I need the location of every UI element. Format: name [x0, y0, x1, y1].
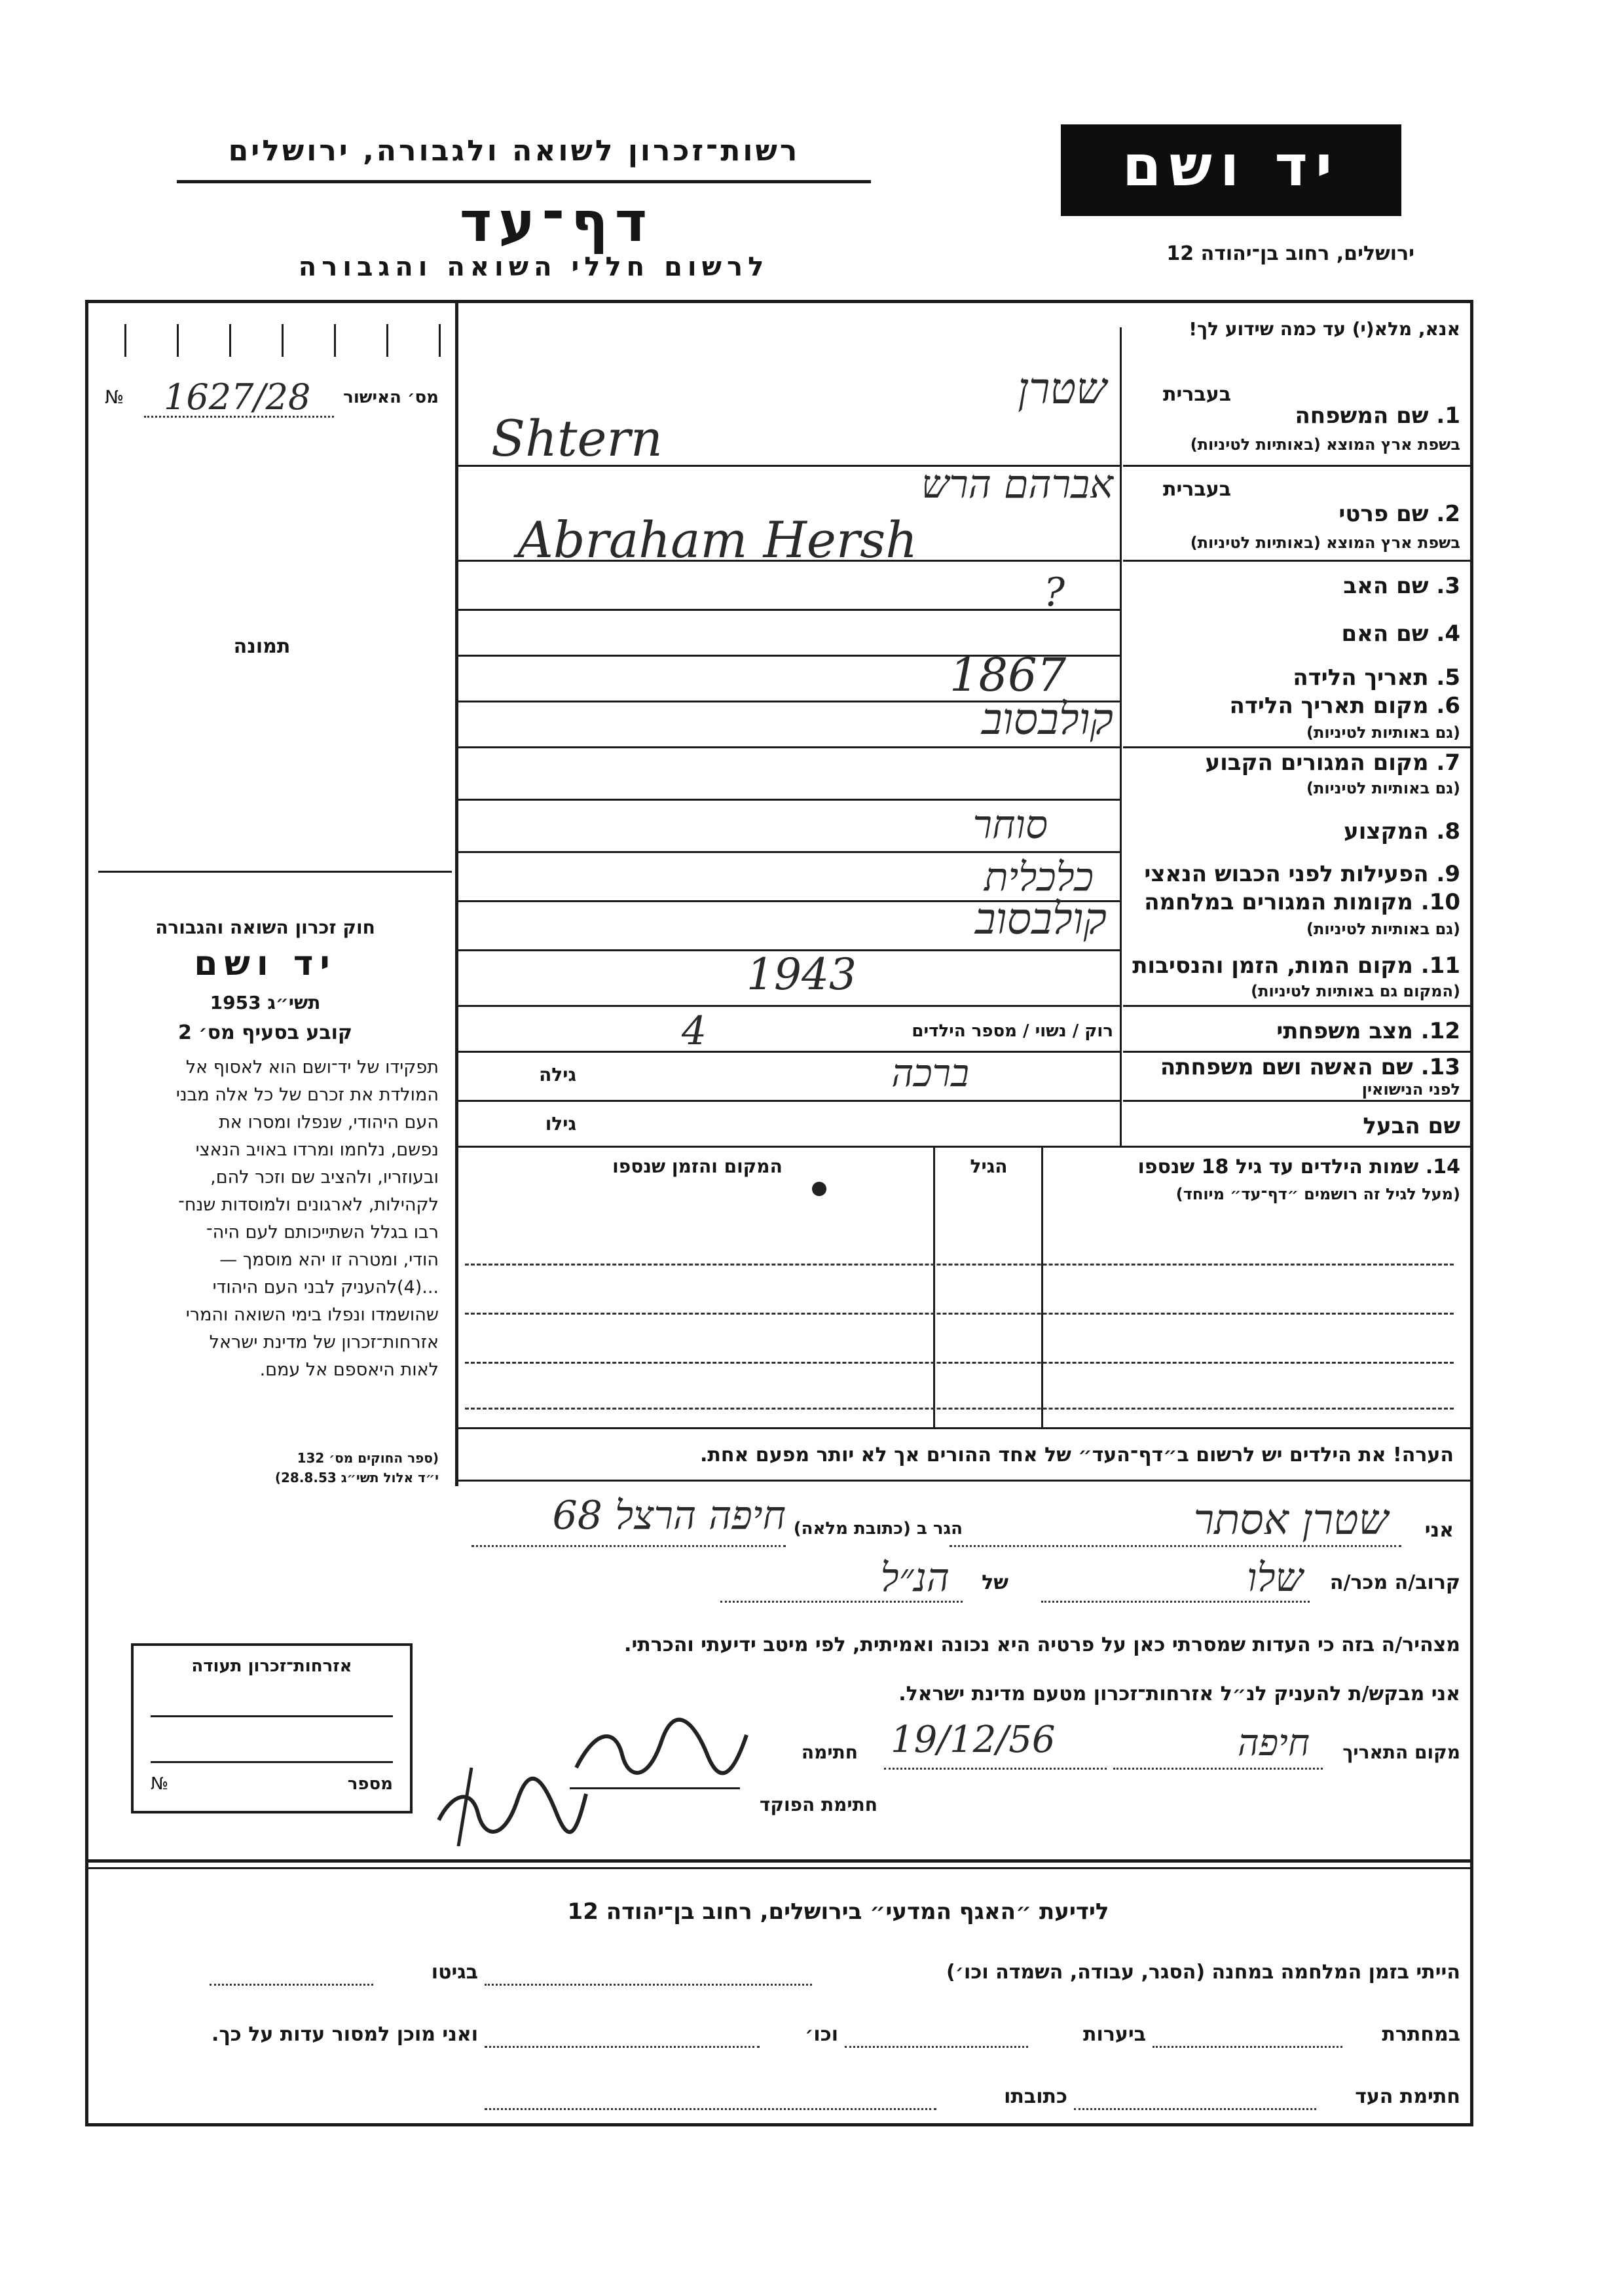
children-label	[1048, 1156, 1460, 1178]
approval-prefix: №	[105, 386, 124, 408]
profession-value: סוחר	[972, 802, 1048, 848]
approval-ticks	[111, 324, 452, 363]
of-value: הנ״ל	[880, 1555, 950, 1601]
children-row	[465, 1408, 1454, 1410]
field-label: שם האם	[1341, 621, 1429, 647]
field-label: שם האשה ושם משפחתה	[1160, 1054, 1413, 1080]
wartime-residence-value: קולבסוב	[974, 894, 1107, 944]
form-title: דף־עד	[459, 190, 654, 254]
row-line	[458, 1100, 1120, 1102]
law-line: נפשם, נלחמו ומרדו באויב הנאצי	[195, 1140, 439, 1160]
law-line: שהושמדו ונפלו בימי השואה והמרי	[185, 1305, 439, 1325]
field-label-activity	[1133, 861, 1460, 887]
declarant-name: שטרן אסתר	[1193, 1496, 1388, 1544]
footer-line3-blank	[485, 2108, 936, 2110]
label-row-line	[1123, 560, 1470, 562]
footer-line3-b: כתובתו	[1004, 2085, 1067, 2108]
law-title: חוק זכרון השואה והגבורה	[155, 917, 375, 938]
children-col-divider	[1041, 1146, 1043, 1427]
field-label: מקומות המגורים במלחמה	[1144, 889, 1413, 915]
field-sub: לפני הנישואין	[1361, 1080, 1460, 1099]
of-line	[720, 1601, 963, 1603]
relation-label: קרוב/ה מכר/ה	[1329, 1571, 1460, 1594]
first-name-hebrew: אברהם הרש	[921, 462, 1113, 507]
relation-line	[1041, 1601, 1310, 1603]
label-row-line	[1123, 1005, 1470, 1007]
first-name-latin: Abraham Hersh	[517, 511, 918, 569]
field-label-wartime-residence	[1133, 889, 1460, 915]
husband-label: שם הבעל	[1363, 1113, 1460, 1139]
field-number: 2.	[1436, 501, 1460, 527]
sign-place-value: חיפה	[1238, 1722, 1310, 1764]
authority-title: רשות־זכרון לשואה ולגבורה, ירושלים	[228, 134, 800, 168]
label-row-line	[1123, 465, 1470, 467]
officer-signature	[432, 1755, 589, 1846]
footer-line3-a: חתימת העד	[1355, 2085, 1460, 2108]
footer-line2-a: במחתרת	[1382, 2023, 1460, 2046]
law-line: המולדת את זכרם של כל אלה מבני	[175, 1085, 439, 1105]
declaration-request: אני מבקש/ת להעניק לנ״ל אזרחות־זכרון מטעם מדינת ישראל.	[898, 1683, 1460, 1705]
field-number: 3.	[1436, 573, 1460, 599]
law-clause: קובע בסעיף מס׳ 2	[177, 1021, 353, 1044]
relation-value: שלו	[1247, 1555, 1303, 1601]
marital-options: רוק / נשוי / מספר הילדים	[912, 1021, 1113, 1041]
footer-line1-blank	[210, 1984, 373, 1986]
surname-latin: Shtern	[491, 409, 663, 467]
field-label: הפעילות לפני הכבוש הנאצי	[1144, 861, 1429, 887]
field-hebrew-tag: בעברית	[1163, 478, 1231, 501]
left-column-divider	[455, 301, 458, 1486]
footer-line2-b: ביערות	[1083, 2023, 1146, 2046]
field-sub: (גם באותיות לטיניות)	[1306, 723, 1460, 742]
children-row	[465, 1313, 1454, 1315]
birth-place-value: קולבסוב	[981, 694, 1113, 744]
footer-line2-blank	[485, 2046, 760, 2048]
field-label-residence	[1133, 750, 1460, 776]
approval-label: מס׳ האישור	[343, 388, 439, 407]
field-number: 14.	[1425, 1156, 1460, 1178]
certificate-number-prefix: №	[151, 1774, 169, 1794]
row-line	[458, 746, 1120, 748]
note-line	[458, 1480, 1470, 1482]
field-number: 12.	[1420, 1018, 1460, 1044]
law-line: רבו בגלל השתייכותם לעם היה־	[206, 1222, 439, 1243]
field-sub: (גם באותיות לטיניות)	[1306, 779, 1460, 797]
field-label: שם פרטי	[1338, 501, 1429, 527]
form-subtitle: לרשום חללי השואה והגבורה	[298, 252, 769, 282]
field-label-birth-date	[1133, 665, 1460, 691]
sign-place-line	[1113, 1768, 1323, 1770]
footer-line1-a: הייתי בזמן המלחמה במחנה (הסגר, עבודה, השמדה וכו׳)	[946, 1961, 1460, 1984]
field-label-first-name	[1244, 501, 1460, 527]
husband-age-label: גילו	[545, 1113, 576, 1135]
children-col-divider	[933, 1146, 935, 1427]
law-line: אזרחות־זכרון של מדינת ישראל	[209, 1332, 439, 1353]
label-column-divider	[1120, 327, 1122, 1146]
field-label: שם האב	[1343, 573, 1429, 599]
field-label: מקום תאריך הלידה	[1229, 693, 1429, 719]
footer-line2-c: וכו׳	[805, 2023, 838, 2046]
children-row	[465, 1362, 1454, 1364]
field-label-death	[1133, 953, 1460, 979]
field-label-mother	[1133, 621, 1460, 647]
field-label: מקום המות, הזמן והנסיבות	[1132, 953, 1413, 979]
signature-line	[570, 1787, 740, 1789]
children-age-header: הגיל	[970, 1156, 1008, 1177]
certificate-title: אזרחות־זכרון תעודה	[191, 1656, 352, 1676]
field-number: 13.	[1420, 1054, 1460, 1080]
label-row-line	[1123, 746, 1470, 748]
children-note: הערה! את הילדים יש לרשום ב״דף־העד״ של אחד ההורים אך לא יותר מפעם אחת.	[700, 1444, 1454, 1467]
field-label-wife	[1133, 1054, 1460, 1080]
approval-line	[144, 416, 334, 418]
label-row-line	[1123, 1051, 1470, 1053]
field-number: 7.	[1436, 750, 1460, 776]
header-address: ירושלים, רחוב בן־יהודה 12	[1166, 242, 1414, 265]
certificate-number-label: מספר	[347, 1774, 393, 1794]
field-label-birth-place	[1133, 693, 1460, 719]
law-line: העם היהודי, שנפלו ומסרו את	[219, 1112, 439, 1133]
field-number: 4.	[1436, 621, 1460, 647]
birth-date-value: 1867	[950, 648, 1067, 702]
yad-vashem-logo: יד ושם	[1061, 124, 1401, 216]
declaration-truth: מצהיר/ה בזה כי העדות שמסרתי כאן על פרטיה היא נכונה ואמיתית, לפי מיטב ידיעתי והכרתי.	[624, 1633, 1460, 1656]
field-label: שמות הילדים עד גיל 18 שנספו	[1137, 1156, 1419, 1178]
field-number: 8.	[1436, 818, 1460, 845]
field-label-marital	[1133, 1018, 1460, 1044]
sign-label: חתימה	[801, 1741, 858, 1763]
field-label: מקום המגורים הקבוע	[1205, 750, 1429, 776]
law-line: ...(4)להעניק לבני העם היהודי	[212, 1277, 439, 1298]
footer-line2-blank	[845, 2046, 1028, 2048]
sign-date-value: 19/12/56	[891, 1719, 1056, 1761]
field-label-father	[1133, 573, 1460, 599]
sign-place-label: מקום התאריך	[1342, 1741, 1460, 1763]
law-line: תפקידו של יד־ושם הוא לאסוף אל	[185, 1057, 439, 1078]
field-label-profession	[1133, 818, 1460, 845]
row-line	[458, 799, 1120, 801]
row-line	[458, 1005, 1120, 1007]
footer-divider	[88, 1859, 1470, 1863]
footer-line2-blank	[1153, 2046, 1342, 2048]
field-sub: בשפת ארץ המוצא (באותיות לטיניות)	[1190, 534, 1460, 552]
photo-label: תמונה	[233, 635, 291, 658]
children-bottom-line	[458, 1427, 1470, 1429]
form-instruction: אנא, מלא(י) עד כמה שידוע לך!	[1189, 318, 1460, 340]
field-number: 10.	[1420, 889, 1460, 915]
law-source-date: י״ד אלול תשי״ג 28.8.53)	[274, 1470, 439, 1485]
approval-number: 1627/28	[164, 376, 311, 418]
law-line: הודי, ומטרה זו יהא מוסמך —	[219, 1250, 439, 1270]
declarant-resides: הגר ב (כתובת מלאה)	[793, 1519, 963, 1539]
field-label: שם המשפחה	[1295, 403, 1429, 429]
row-line	[458, 1146, 1470, 1148]
row-line	[458, 609, 1120, 611]
surname-hebrew: שטרן	[1018, 363, 1107, 414]
field-sub: (גם באותיות לטיניות)	[1306, 920, 1460, 938]
law-year: תשי״ג 1953	[210, 992, 321, 1013]
activity-value: כלכלית	[984, 854, 1094, 900]
footer-divider-2	[88, 1867, 1470, 1869]
children-row	[465, 1264, 1454, 1266]
children-place-header: המקום והזמן שנספו	[612, 1156, 783, 1177]
certificate-line	[151, 1761, 393, 1763]
footer-line1-b: בגיטו	[431, 1961, 478, 1984]
certificate-line	[151, 1715, 393, 1717]
declarant-address-line	[471, 1545, 786, 1547]
law-line: לקהילות, לארגונים ולמוסדות שנח־	[178, 1195, 439, 1215]
authority-underline	[177, 180, 871, 183]
wife-age-label: גילה	[539, 1064, 576, 1085]
law-source: (ספר החוקים מס׳ 132	[297, 1450, 439, 1466]
children-count-value: 4	[681, 1008, 707, 1054]
death-date-value: 1943	[747, 949, 857, 1000]
handwritten-signature	[570, 1715, 753, 1787]
law-line: לאות היאספם אל עמם.	[259, 1360, 439, 1380]
field-label: מצב משפחתי	[1276, 1018, 1413, 1044]
declarant-address: חיפה הרצל 68	[552, 1493, 786, 1539]
father-name-value: ?	[1043, 570, 1065, 615]
children-sub: (מעל לגיל זה רושמים ״דף־עד״ מיוחד)	[1175, 1185, 1460, 1203]
sign-date-line	[884, 1768, 1107, 1770]
field-label-surname	[1244, 403, 1460, 429]
declarant-i: אני	[1424, 1519, 1454, 1542]
field-number: 6.	[1436, 693, 1460, 719]
field-number: 9.	[1436, 861, 1460, 887]
law-box	[92, 903, 452, 1493]
row-line	[458, 851, 1120, 853]
field-number: 1.	[1436, 403, 1460, 429]
field-sub: בשפת ארץ המוצא (באותיות לטיניות)	[1190, 435, 1460, 454]
wife-name-value: ברכה	[891, 1051, 969, 1095]
place-marker-dot	[812, 1182, 826, 1196]
footer-line3-blank	[1074, 2108, 1316, 2110]
photo-bottom-line	[98, 871, 452, 873]
field-number: 5.	[1436, 665, 1460, 691]
law-name: יד ושם	[194, 944, 337, 983]
law-line: ובעוזריו, ולהציב שם וזכר להם,	[210, 1167, 439, 1188]
declarant-name-line	[950, 1545, 1401, 1547]
of-label: של	[982, 1571, 1008, 1594]
footer-title: לידיעת ״האגף המדעי״ בירושלים, רחוב בן־יהודה 12	[567, 1899, 1109, 1925]
footer-line2-d: ואני מוכן למסור עדות על כך.	[212, 2023, 478, 2046]
officer-sign-label: חתימת הפוקד	[759, 1794, 877, 1815]
field-label: המקצוע	[1344, 818, 1429, 845]
field-number: 11.	[1420, 953, 1460, 979]
field-label: תאריך הלידה	[1293, 665, 1429, 691]
field-sub: (המקום גם באותיות לטיניות)	[1251, 982, 1460, 1000]
label-row-line	[1123, 1100, 1470, 1102]
footer-line1-blank	[485, 1984, 812, 1986]
field-hebrew-tag: בעברית	[1163, 383, 1231, 406]
